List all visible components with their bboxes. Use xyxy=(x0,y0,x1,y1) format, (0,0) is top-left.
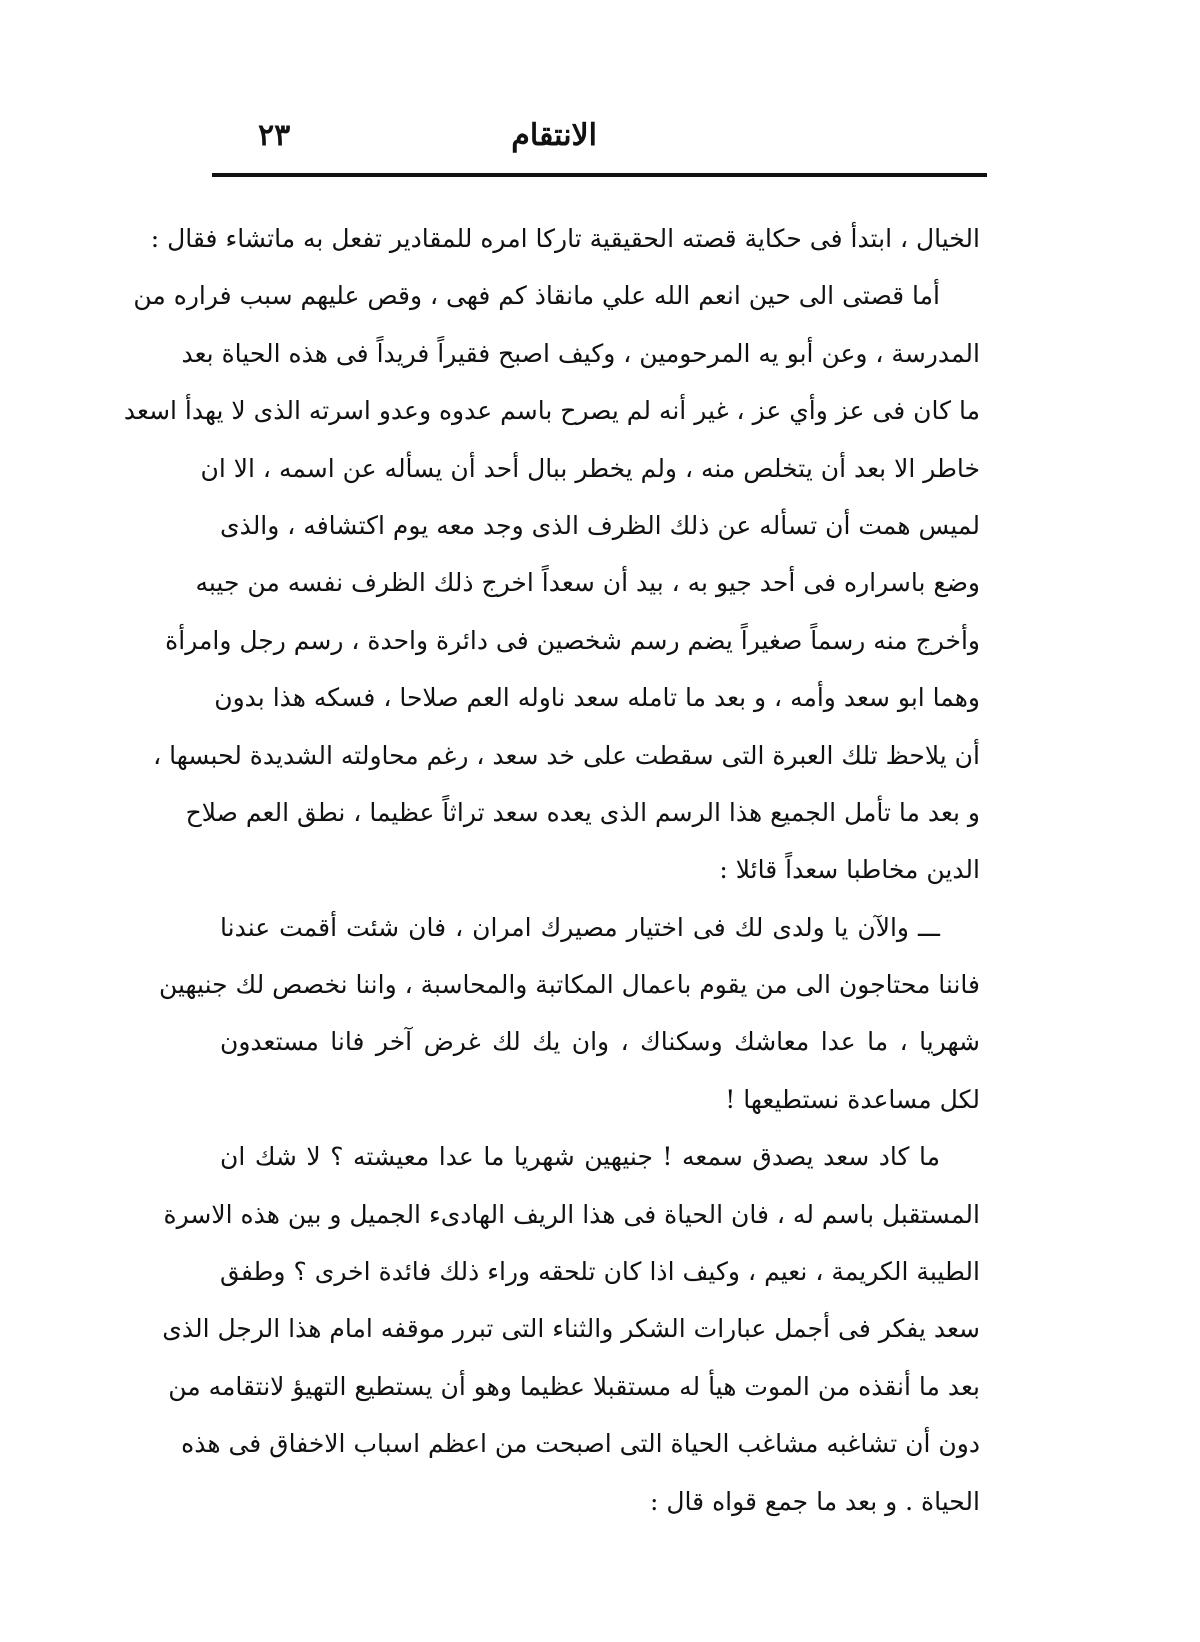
header-divider xyxy=(212,173,987,177)
page-header xyxy=(212,118,987,168)
text-line: ما كاد سعد يصدق سمعه ! جنيهين شهريا ما عدا معيشته ؟ لا شك ان xyxy=(220,1142,940,1172)
text-line: الحياة . و بعد ما جمع قواه قال : xyxy=(650,1486,980,1516)
text-line: فاننا محتاجون الى من يقوم باعمال المكاتبة والمحاسبة ، واننا نخصص لك جنيهين xyxy=(158,970,980,1000)
text-line: خاطر الا بعد أن يتخلص منه ، ولم يخطر ببال أحد أن يسأله عن اسمه ، الا ان xyxy=(200,453,980,483)
text-line: لكل مساعدة نستطيعها ! xyxy=(725,1084,980,1114)
text-line: دون أن تشاغبه مشاغب الحياة التى اصبحت من اعظم اسباب الاخفاق فى هذه xyxy=(181,1429,980,1459)
text-line: المستقبل باسم له ، فان الحياة فى هذا الريف الهادىء الجميل و بين هذه الاسرة xyxy=(163,1199,980,1229)
text-line: بعد ما أنقذه من الموت هيأ له مستقبلا عظيما وهو أن يستطيع التهيؤ لانتقامه من xyxy=(168,1371,980,1401)
text-line: و بعد ما تأمل الجميع هذا الرسم الذى يعده سعد تراثاً عظيما ، نطق العم صلاح xyxy=(185,797,980,827)
running-title: الانتقام xyxy=(511,118,597,153)
text-line: الخيال ، ابتدأ فى حكاية قصته الحقيقية تاركا امره للمقادير تفعل به ماتشاء فقال : xyxy=(150,224,980,253)
text-line: شهريا ، ما عدا معاشك وسكناك ، وان يك لك غرض آخر فانا مستعدون xyxy=(220,1027,980,1057)
text-line: سعد يفكر فى أجمل عبارات الشكر والثناء التى تبرر موقفه امام هذا الرجل الذى xyxy=(162,1314,980,1344)
page-number: ٢٣ xyxy=(258,118,291,153)
text-line: وضع باسراره فى أحد جيو به ، بيد أن سعداً اخرج ذلك الظرف نفسه من جيبه xyxy=(195,568,980,598)
text-line: المدرسة ، وعن أبو يه المرحومين ، وكيف اصبح فقيراً فريداً فى هذه الحياة بعد xyxy=(181,338,980,368)
text-line: الطيبة الكريمة ، نعيم ، وكيف اذا كان تلحقه وراء ذلك فائدة اخرى ؟ وطفق xyxy=(220,1257,980,1287)
text-line: لميس همت أن تسأله عن ذلك الظرف الذى وجد معه يوم اكتشافه ، والذى xyxy=(220,510,980,540)
text-line: ما كان فى عز وأي عز ، غير أنه لم يصرح باسم عدوه وعدو اسرته الذى لا يهدأ اسعد xyxy=(123,396,980,426)
text-line: أما قصتى الى حين انعم الله علي مانقاذ كم فهى ، وقص عليهم سبب فراره من xyxy=(133,281,940,311)
text-line: وأخرج منه رسماً صغيراً يضم رسم شخصين فى دائرة واحدة ، رسم رجل وامرأة xyxy=(165,625,980,655)
text-line: الدين مخاطبا سعداً قائلا : xyxy=(719,855,980,885)
text-line: ـــ والآن يا ولدى لك فى اختيار مصيرك امران ، فان شئت أقمت عندنا xyxy=(220,912,940,942)
text-line: أن يلاحظ تلك العبرة التى سقطت على خد سعد ، رغم محاولته الشديدة لحبسها ، xyxy=(153,740,980,770)
body-text xyxy=(123,210,980,1530)
text-line: وهما ابو سعد وأمه ، و بعد ما تامله سعد ناوله العم صلاحا ، فسكه هذا بدون xyxy=(214,683,980,713)
